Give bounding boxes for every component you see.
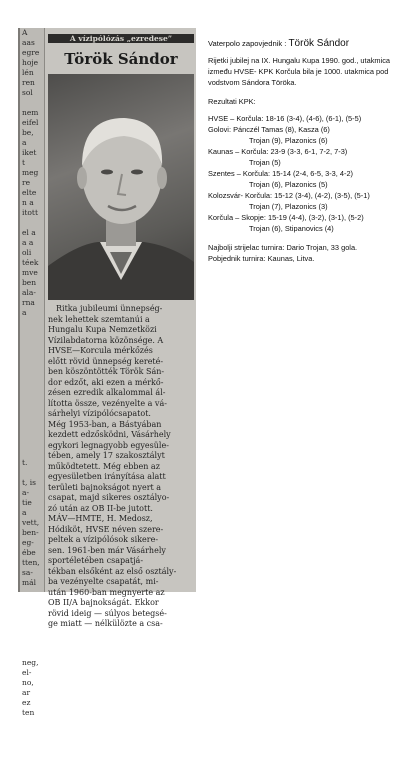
neighbor-line bbox=[22, 358, 44, 367]
neighbor-line: eg- bbox=[22, 538, 34, 547]
neighbor-line: a- bbox=[22, 488, 30, 497]
portrait-photo bbox=[48, 74, 194, 300]
match-line: Kolozsvár- Korčula: 15-12 (3-4), (4-2), (3-5), (5-1) bbox=[208, 191, 370, 200]
title-name: Török Sándor bbox=[288, 38, 350, 49]
neighbor-line bbox=[22, 338, 44, 347]
neighbor-line bbox=[22, 758, 44, 767]
article-line: zésen ezredik alkalommal ál- bbox=[48, 388, 166, 397]
article-line: peltek a vízipólósok sikere- bbox=[48, 535, 159, 544]
neighbor-line bbox=[22, 368, 44, 377]
neighbor-line bbox=[22, 408, 44, 417]
neighbor-line: lén bbox=[22, 68, 34, 77]
neighbor-line: ren bbox=[22, 78, 35, 87]
article-line: ba vezényelte csapatát, mi- bbox=[48, 577, 159, 586]
top-scorer-line: Najbolji strijelac turnira: Dario Trojan, 33 gola. bbox=[208, 243, 358, 252]
clipping-kicker: A vízipólózás „ezredese” bbox=[48, 34, 194, 43]
winner-line: Pobjednik turnira: Kaunas, Litva. bbox=[208, 254, 315, 263]
article-line: után 1960-ban megnyerte az bbox=[48, 587, 165, 597]
article-line: dor edzőt, aki ezen a mérkő- bbox=[48, 377, 164, 387]
scorers-text: Pánczél Tamas (8), Kasza (6) bbox=[233, 125, 330, 134]
neighbor-line: sa- bbox=[22, 568, 33, 577]
scorers-line: Trojan (9), Plazonics (6) bbox=[249, 136, 328, 145]
match-line: Kaunas – Korčula: 23-9 (3-3, 6-1, 7-2, 7-3) bbox=[208, 147, 348, 156]
neighbor-line: a bbox=[22, 138, 27, 147]
neighbor-line bbox=[22, 218, 44, 227]
neighbor-line bbox=[22, 718, 44, 727]
neighbor-line: oli bbox=[22, 248, 32, 257]
article-line: lította össze, vezényelte a vá- bbox=[48, 398, 167, 408]
article-line: tékban elsőként az első osztály- bbox=[48, 566, 177, 576]
neighbor-line: be, bbox=[22, 128, 34, 137]
neighbor-line bbox=[22, 348, 44, 357]
neighbor-line bbox=[22, 468, 44, 477]
article-line: csapat, majd sikeres osztályo- bbox=[48, 493, 170, 502]
neighbor-line bbox=[22, 588, 44, 597]
neighbor-line: itott bbox=[22, 208, 38, 217]
neighbor-line bbox=[22, 418, 44, 427]
article-line: HVSE—Korcula mérkőzés bbox=[48, 346, 153, 355]
portrait-image bbox=[48, 74, 194, 300]
neighbor-line bbox=[22, 748, 44, 757]
article-line: kezdett edzősködni, Vásárhely bbox=[48, 430, 171, 439]
results-list bbox=[208, 113, 413, 234]
neighbor-line bbox=[22, 648, 44, 657]
neighbor-line bbox=[22, 598, 44, 607]
neighbor-line bbox=[22, 448, 44, 457]
neighbor-line: a bbox=[22, 508, 27, 517]
neighbor-line: A bbox=[22, 28, 28, 37]
neighbor-line: ébe bbox=[22, 548, 36, 557]
article-line: Ritka jubileumi ünnepség- bbox=[56, 304, 163, 313]
neighbor-line: a a bbox=[22, 238, 34, 247]
neighbor-line: eifel bbox=[22, 118, 39, 127]
spacer bbox=[208, 234, 413, 242]
neighbor-line: ez bbox=[22, 698, 31, 707]
neighbor-line: t bbox=[22, 158, 26, 167]
neighbor-line: t. bbox=[22, 458, 28, 467]
neighbor-line: ben- bbox=[22, 528, 39, 537]
neighbor-line: iket bbox=[22, 148, 37, 157]
article-line: előtt rövid ünnepség kereté- bbox=[48, 356, 164, 366]
neighbor-line: elte bbox=[22, 188, 37, 197]
article-line: Hódiköt, HVSE néven szere- bbox=[48, 524, 164, 534]
neighbor-line: ala- bbox=[22, 288, 36, 297]
neighbor-line bbox=[22, 768, 44, 777]
neighbor-line: tie bbox=[22, 498, 32, 507]
scorers-team-label: Golovi: bbox=[208, 125, 232, 134]
article-body bbox=[48, 304, 194, 628]
scorers-line bbox=[208, 124, 413, 135]
article-line: egyesületben irányítása alatt bbox=[48, 472, 166, 481]
neighbor-line bbox=[22, 728, 44, 737]
neighbor-line: tten, bbox=[22, 558, 40, 567]
newspaper-clipping bbox=[18, 28, 196, 717]
scorers-line: Trojan (6), Plazonics (5) bbox=[249, 180, 328, 189]
neighbor-line: téek bbox=[22, 258, 39, 267]
article-line: Még 1953-ban, a Bástyában bbox=[48, 419, 162, 429]
neighbor-line bbox=[22, 378, 44, 387]
neighbor-line bbox=[22, 638, 44, 647]
clipping-headline: Török Sándor bbox=[64, 50, 178, 68]
info-panel bbox=[208, 38, 413, 264]
neighbor-line: mál bbox=[22, 578, 36, 587]
article-line: nek lehettek szemtanúi a bbox=[48, 314, 150, 324]
neighbor-line bbox=[22, 328, 44, 337]
neighbor-line bbox=[22, 428, 44, 437]
article-line: Vízilabdatorna közönsége. A bbox=[48, 335, 164, 345]
article-line: ben köszöntötték Török Sán- bbox=[48, 367, 165, 376]
neighbor-line bbox=[22, 618, 44, 627]
neighbor-column bbox=[20, 28, 45, 717]
article-line: egykori legnagyobb egyesüle- bbox=[48, 440, 169, 450]
neighbor-line: aas bbox=[22, 38, 35, 47]
neighbor-line: egre bbox=[22, 48, 40, 57]
article-line: MÁV—HMTE, H. Medosz, bbox=[48, 514, 153, 523]
neighbor-line bbox=[22, 628, 44, 637]
neighbor-line: el- bbox=[22, 668, 32, 677]
neighbor-line: sol bbox=[22, 88, 33, 97]
neighbor-line: rna bbox=[22, 298, 35, 307]
neighbor-line bbox=[22, 398, 44, 407]
neighbor-line: hoje bbox=[22, 58, 39, 67]
neighbor-line bbox=[22, 738, 44, 747]
neighbor-line bbox=[22, 318, 44, 327]
neighbor-line: n a bbox=[22, 198, 34, 207]
neighbor-line: t, is bbox=[22, 478, 37, 487]
scorers-line: Trojan (5) bbox=[249, 158, 281, 167]
neighbor-line: vett, bbox=[22, 518, 40, 527]
neighbor-line: ben bbox=[22, 278, 37, 287]
intro-paragraph: Rijetki jubilej na IX. Hungalu Kupa 1990. god., utakmica između HVSE- KPK Korčula bila je 1000. utakmica pod vodstvom Sándora Töröka. bbox=[208, 56, 391, 87]
neighbor-line: neg, bbox=[22, 658, 39, 667]
article-line: rövid ideig — súlyos betegsé- bbox=[48, 608, 167, 618]
neighbor-line: mve bbox=[22, 268, 38, 277]
article-line: ge miatt — nélkülözte a csa- bbox=[48, 619, 163, 628]
neighbor-line: el a bbox=[22, 228, 36, 237]
scorers-line: Trojan (7), Plazonics (3) bbox=[249, 202, 328, 211]
match-line: HVSE – Korčula: 18-16 (3-4), (4-6), (6-1), (5-5) bbox=[208, 114, 362, 123]
article-line: tében, amely 17 szakosztályt bbox=[48, 451, 165, 460]
neighbor-line: meg bbox=[22, 168, 39, 177]
article-line: sárhelyi vízipólócsapatot. bbox=[48, 409, 151, 418]
title-label: Vaterpolo zapovjednik : bbox=[208, 39, 287, 48]
neighbor-line: ten bbox=[22, 708, 35, 717]
scorers-line: Trojan (6), Stipanovics (4) bbox=[249, 224, 334, 233]
article-line: OB II/A bajnokságát. Ekkor bbox=[48, 598, 159, 607]
neighbor-line: no, bbox=[22, 678, 34, 687]
neighbor-line: a bbox=[22, 308, 27, 317]
article-line: területi bajnokságot nyert a bbox=[48, 482, 162, 492]
title-row bbox=[208, 38, 413, 49]
results-heading: Rezultati KPK: bbox=[208, 97, 256, 106]
article-line: sen. 1961-ben már Vásárhely bbox=[48, 545, 166, 555]
match-line: Korčula – Skopje: 15-19 (4-4), (3-2), (3-1), (5-2) bbox=[208, 213, 364, 222]
article-line: működtetett. Még ebben az bbox=[48, 461, 160, 471]
neighbor-line: nem bbox=[22, 108, 39, 117]
neighbor-line: ar bbox=[22, 688, 31, 697]
neighbor-line bbox=[22, 98, 44, 107]
article-line: zó után az OB II-be jutott. bbox=[48, 503, 153, 513]
article-line: sportéletében csapatjá- bbox=[48, 556, 144, 565]
neighbor-line bbox=[22, 388, 44, 397]
match-line: Szentes – Korčula: 15-14 (2-4, 6-5, 3-3, 4-2) bbox=[208, 169, 354, 178]
neighbor-line bbox=[22, 608, 44, 617]
article-line: Hungalu Kupa Nemzetközi bbox=[48, 325, 157, 334]
neighbor-line bbox=[22, 438, 44, 447]
neighbor-line: re bbox=[22, 178, 31, 187]
